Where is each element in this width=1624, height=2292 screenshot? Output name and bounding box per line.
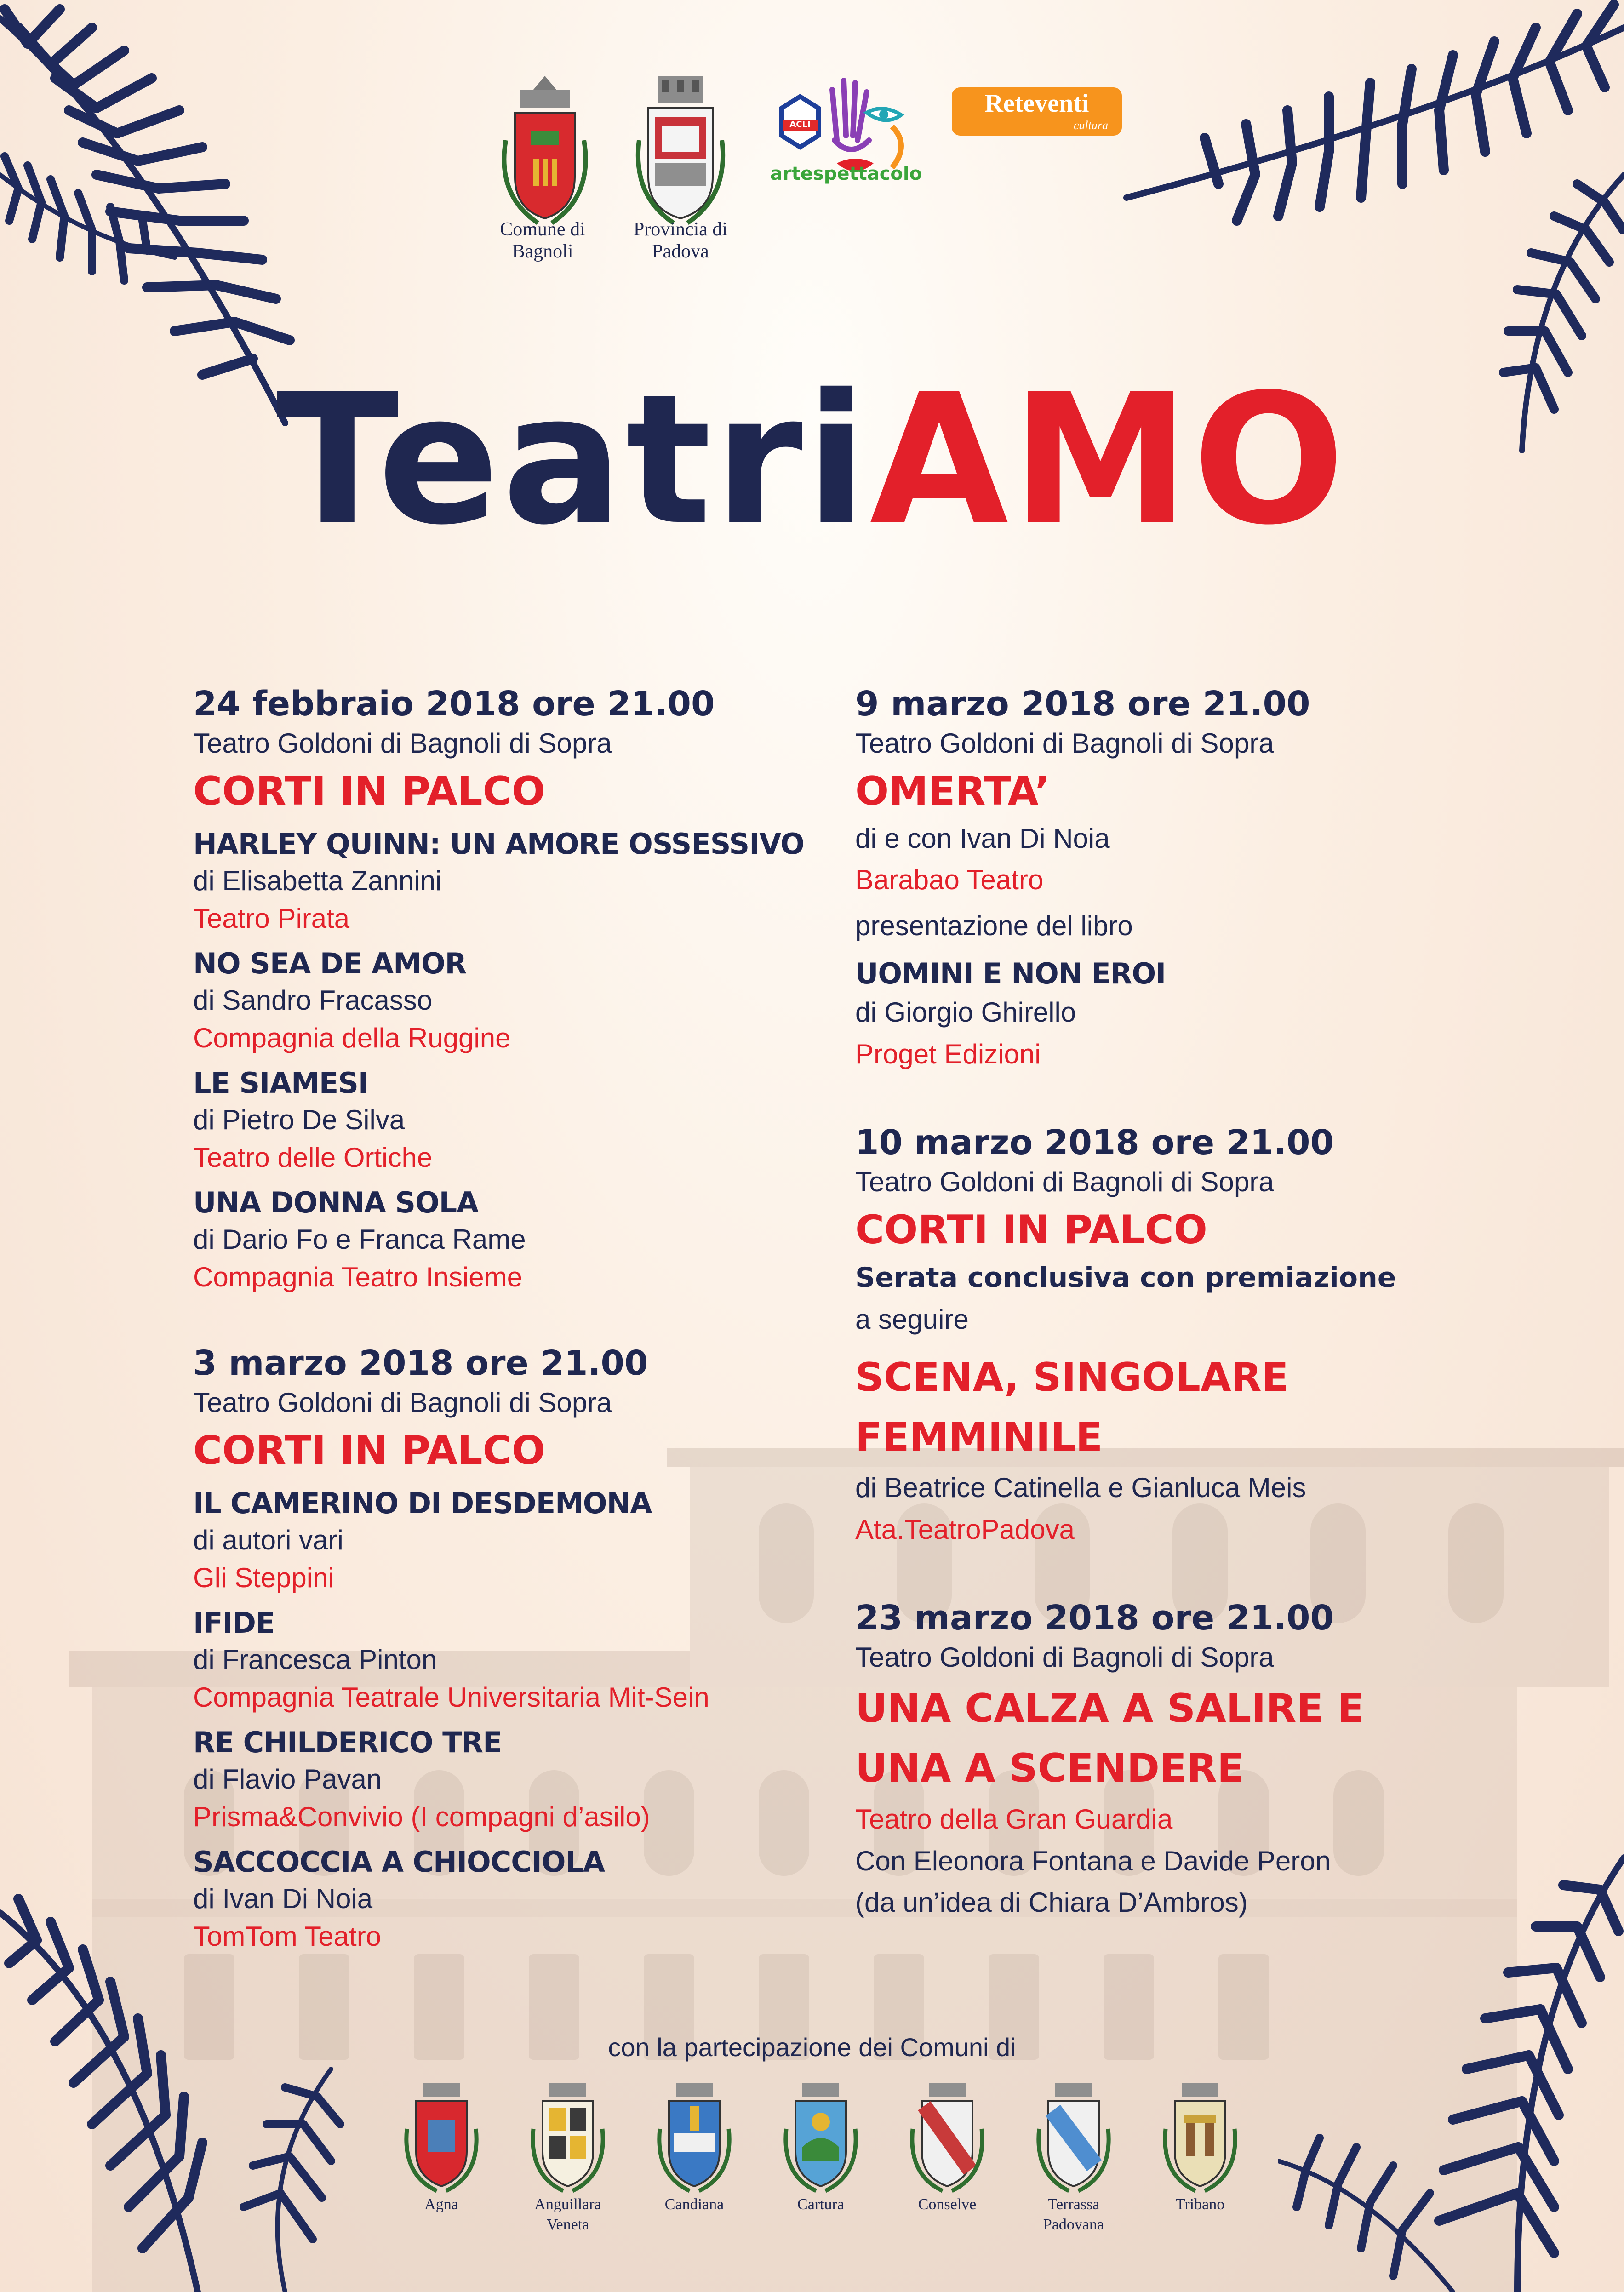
- terrassa-padovana-crest-icon: [1028, 2078, 1120, 2193]
- show-item: [193, 1185, 828, 1296]
- event-title-2: [855, 1348, 1490, 1467]
- show-title: HARLEY QUINN: UN AMORE OSSESSIVO: [193, 827, 804, 861]
- comune-tribano: [1136, 2078, 1264, 2216]
- show-author: di Sandro Fracasso: [193, 985, 433, 1016]
- show-author: di Francesca Pinton: [193, 1644, 437, 1675]
- show-company: Teatro delle Ortiche: [193, 1142, 433, 1173]
- event-23-marzo: [855, 1597, 1490, 1923]
- show-title: UNA DONNA SOLA: [193, 1186, 479, 1219]
- agna-crest-icon: [395, 2078, 487, 2193]
- title-part-teatri: Teatri: [276, 355, 870, 564]
- show-title: SACCOCCIA A CHIOCCIOLA: [193, 1845, 605, 1879]
- show-author: di Ivan Di Noia: [193, 1883, 373, 1914]
- event-venue: Teatro Goldoni di Bagnoli di Sopra: [855, 1642, 1274, 1673]
- event-date: 10 marzo 2018 ore 21.00: [855, 1123, 1334, 1162]
- comune-name: Candiana: [664, 2196, 724, 2213]
- event-date: 9 marzo 2018 ore 21.00: [855, 684, 1310, 724]
- book-title: UOMINI E NON EROI: [855, 957, 1166, 990]
- show-author: di e con Ivan Di Noia: [855, 823, 1110, 854]
- acli-label: ACLI: [789, 120, 811, 129]
- event-then-label: a seguire: [855, 1304, 969, 1335]
- comune-name: Tribano: [1175, 2196, 1225, 2213]
- event-10-marzo: [855, 1121, 1490, 1551]
- show-company: Teatro della Gran Guardia: [855, 1804, 1173, 1835]
- show-idea: (da un’idea di Chiara D’Ambros): [855, 1887, 1248, 1918]
- show-title: LE SIAMESI: [193, 1066, 368, 1100]
- show-company: Teatro Pirata: [193, 903, 350, 934]
- event-date: 3 marzo 2018 ore 21.00: [193, 1343, 648, 1383]
- show-company: TomTom Teatro: [193, 1921, 382, 1952]
- event-title-2-line1: SCENA, SINGOLARE: [855, 1355, 1289, 1400]
- show-author: di autori vari: [193, 1525, 343, 1555]
- event-title: CORTI IN PALCO: [855, 1207, 1207, 1253]
- sponsor-logos: [0, 76, 1624, 278]
- provincia-padova-caption-line2: Padova: [652, 241, 709, 262]
- provincia-padova-crest-icon: [623, 76, 738, 228]
- show-item: [193, 1844, 828, 1955]
- cartura-crest-icon: [775, 2078, 867, 2193]
- comune-name: Anguillara: [534, 2196, 601, 2213]
- event-venue: Teatro Goldoni di Bagnoli di Sopra: [855, 728, 1274, 759]
- comune-name: Cartura: [797, 2196, 844, 2213]
- book-presentation-label: presentazione del libro: [855, 910, 1133, 941]
- show-author: di Elisabetta Zannini: [193, 865, 442, 896]
- reteventi-logo: [952, 87, 1122, 136]
- show-item: [193, 826, 828, 937]
- comune-bagnoli-caption-line2: Bagnoli: [512, 241, 573, 262]
- event-venue: Teatro Goldoni di Bagnoli di Sopra: [855, 1166, 1274, 1197]
- comune-candiana: [630, 2078, 759, 2216]
- show-company: Compagnia Teatrale Universitaria Mit-Sein: [193, 1682, 709, 1713]
- event-venue: Teatro Goldoni di Bagnoli di Sopra: [193, 728, 612, 759]
- comune-bagnoli-caption-line1: Comune di: [500, 219, 585, 240]
- comune-conselve: [883, 2078, 1012, 2216]
- show-company: Compagnia Teatro Insieme: [193, 1262, 522, 1292]
- comune-name: Agna: [424, 2196, 458, 2213]
- show-title: RE CHILDERICO TRE: [193, 1726, 502, 1759]
- show-cast: Con Eleonora Fontana e Davide Peron: [855, 1846, 1331, 1876]
- comune-cartura: [756, 2078, 885, 2216]
- partecipazione-label: con la partecipazione dei Comuni di: [608, 2033, 1016, 2062]
- provincia-padova-caption: [612, 218, 749, 263]
- event-title: CORTI IN PALCO: [193, 1428, 545, 1474]
- event-subtitle: Serata conclusiva con premiazione: [855, 1262, 1396, 1294]
- comune-name-line2: Padovana: [1043, 2216, 1104, 2233]
- provincia-padova-caption-line1: Provincia di: [633, 219, 728, 240]
- title-part-amo: AMO: [869, 355, 1348, 564]
- show-company: Gli Steppini: [193, 1562, 334, 1593]
- artespettacolo-label: artespettacolo: [770, 163, 922, 184]
- tribano-crest-icon: [1154, 2078, 1246, 2193]
- event-9-marzo: [855, 683, 1490, 1075]
- show-item: [193, 1725, 828, 1836]
- book-author: di Giorgio Ghirello: [855, 997, 1076, 1028]
- event-title: [855, 1679, 1490, 1798]
- program-right-column: [855, 683, 1490, 1969]
- comune-name: Conselve: [918, 2196, 977, 2213]
- event-venue: Teatro Goldoni di Bagnoli di Sopra: [193, 1387, 612, 1418]
- anguillara-veneta-crest-icon: [522, 2078, 614, 2193]
- show-item: [193, 1486, 828, 1597]
- event-title: CORTI IN PALCO: [193, 768, 545, 814]
- event-date: 23 marzo 2018 ore 21.00: [855, 1598, 1334, 1638]
- conselve-crest-icon: [901, 2078, 993, 2193]
- comune-bagnoli-caption: [474, 218, 612, 263]
- show-title: IL CAMERINO DI DESDEMONA: [193, 1486, 652, 1520]
- event-title-line2: UNA A SCENDERE: [855, 1745, 1244, 1791]
- page-title: [0, 355, 1624, 564]
- show-author: di Beatrice Catinella e Gianluca Meis: [855, 1472, 1306, 1503]
- comune-name: Terrassa: [1047, 2196, 1100, 2213]
- show-company: Compagnia della Ruggine: [193, 1023, 511, 1053]
- show-author: di Dario Fo e Franca Rame: [193, 1224, 526, 1255]
- event-title: OMERTA’: [855, 768, 1050, 814]
- comuni-crests: [377, 2078, 1274, 2244]
- show-item: [193, 1065, 828, 1177]
- comune-agna: [377, 2078, 506, 2216]
- reteventi-label: Reteventi: [984, 89, 1089, 118]
- show-company: Ata.TeatroPadova: [855, 1514, 1075, 1545]
- show-company: Prisma&Convivio (I compagni d’asilo): [193, 1801, 650, 1832]
- event-3-marzo: [193, 1342, 828, 1955]
- show-author: di Pietro De Silva: [193, 1104, 405, 1135]
- show-company: Barabao Teatro: [855, 864, 1044, 895]
- event-24-febbraio: [193, 683, 828, 1296]
- reteventi-sub: cultura: [1073, 119, 1108, 132]
- show-title: IFIDE: [193, 1606, 275, 1640]
- candiana-crest-icon: [648, 2078, 740, 2193]
- comune-terrassa-padovana: [1009, 2078, 1138, 2234]
- show-title: NO SEA DE AMOR: [193, 947, 467, 980]
- show-item: [193, 1605, 828, 1716]
- show-item: [193, 946, 828, 1057]
- comune-name-line2: Veneta: [546, 2216, 589, 2233]
- comune-anguillara-veneta: [503, 2078, 632, 2234]
- show-author: di Flavio Pavan: [193, 1764, 382, 1795]
- program-left-column: [193, 683, 828, 2001]
- event-date: 24 febbraio 2018 ore 21.00: [193, 684, 715, 724]
- comune-bagnoli-crest-icon: [487, 76, 602, 228]
- book-publisher: Proget Edizioni: [855, 1039, 1041, 1069]
- event-title-line1: UNA CALZA A SALIRE E: [855, 1686, 1365, 1732]
- event-title-2-line2: FEMMINILE: [855, 1414, 1103, 1460]
